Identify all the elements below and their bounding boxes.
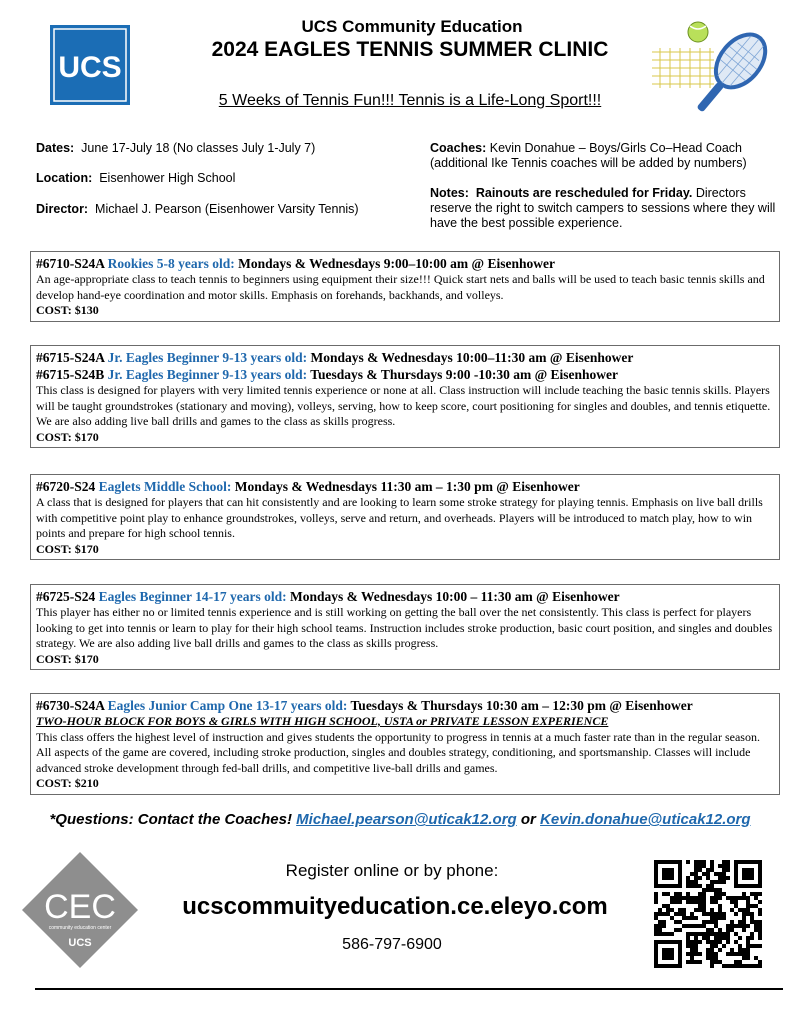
session-description: An age-appropriate class to teach tennis to beginners using equipment their size!!! Quick start nets and balls will be used to teach basic tennis skills and develop hand-eye coordination and motor skills. Emphasis on forehands, backhands, and volleys. [36, 272, 765, 302]
session-name: Rookies 5-8 years old: [107, 256, 235, 271]
session-box-6720 [30, 474, 780, 560]
svg-text:UCS: UCS [58, 51, 122, 84]
session-header [36, 349, 774, 366]
session-header [36, 478, 774, 495]
session-box-6725 [30, 584, 780, 670]
session-schedule: Mondays & Wednesdays 10:00–11:30 am @ Eisenhower [310, 350, 634, 365]
session-box-6710 [30, 251, 780, 322]
session-code: #6730-S24A [36, 698, 105, 713]
session-description: This class offers the highest level of instruction and gives students the opportunity to progress in tennis at a much faster rate than in the regular season. All aspects of the game are covered, including stroke production, singles and doubles strategy, conditioning, and sportsmanship. Classes will include advanced stroke development through fed-ball drills, and competitive live-ball drills and games. [36, 729, 760, 775]
session-description: This player has either no or limited tennis experience and is still working on getting the ball over the net consistently. This class is perfect for players looking to get into tennis or learn to play for their high school teams. Instruction includes stroke production, basic court position, and singles and doubles strategy. We are also adding live ball drills and games to the class as skills progress. [36, 605, 773, 650]
org-name: UCS Community Education [301, 17, 523, 36]
session-cost: COST: $170 [36, 429, 99, 444]
session-header [36, 588, 774, 605]
session-schedule: Mondays & Wednesdays 11:30 am – 1:30 pm @ Eisenhower [234, 479, 580, 494]
dates-info [36, 141, 315, 156]
contact-line [0, 811, 800, 828]
session-schedule: Tuesdays & Thursdays 10:30 am – 12:30 pm @ Eisenhower [350, 698, 693, 713]
coaches-extra: (additional Ike Tennis coaches will be added by numbers) [430, 156, 747, 170]
session-name: Jr. Eagles Beginner 9-13 years old: [107, 350, 308, 365]
qr-code[interactable] [654, 860, 762, 968]
tagline: 5 Weeks of Tennis Fun!!! Tennis is a Life-Long Sport!!! [218, 92, 602, 109]
coaches-label: Coaches: [430, 141, 487, 155]
svg-text:CEC: CEC [44, 888, 116, 926]
session-code: #6720-S24 [36, 479, 96, 494]
dates-label: Dates: [36, 141, 75, 155]
session-code: #6715-S24A [36, 350, 105, 365]
notes-rest: Directors reserve the right to switch campers to sessions where they will have the best possible experience. [430, 186, 776, 230]
session-box-6715 [30, 345, 780, 448]
session-schedule: Mondays & Wednesdays 10:00 – 11:30 am @ Eisenhower [290, 589, 620, 604]
phone-number: 586-797-6900 [342, 936, 442, 953]
session-header [36, 255, 774, 272]
email-link-donahue[interactable]: Kevin.donahue@uticak12.org [540, 811, 751, 828]
notes-label: Notes: [430, 186, 469, 200]
session-cost: COST: $210 [36, 776, 99, 790]
svg-text:UCS: UCS [68, 937, 92, 949]
session-cost: COST: $170 [36, 651, 99, 666]
session-description: This class is designed for players with very limited tennis experience or none at all. Class instruction will include teaching the basic tennis skills. Players will be taught groundstrokes (stationary and moving), volleys, serving, how to keep score, court positioning for singles and doubles, and tennis etiquette. We are also adding live ball drills and games to the class as skills progress. [36, 383, 771, 428]
location-value: Eisenhower High School [99, 171, 236, 185]
contact-joiner: or [520, 811, 536, 828]
email-link-pearson[interactable]: Michael.pearson@uticak12.org [296, 811, 517, 828]
svg-text:community education center: community education center [48, 925, 112, 931]
register-url[interactable]: ucscommuityeducation.ce.eleyo.com [182, 893, 608, 920]
dates-value: June 17-July 18 (No classes July 1-July 7) [81, 141, 316, 155]
coaches-value: Kevin Donahue – Boys/Girls Co–Head Coach [489, 141, 742, 155]
bottom-divider [35, 988, 783, 990]
ucs-logo [50, 25, 130, 105]
session-name: Eagles Beginner 14-17 years old: [98, 589, 287, 604]
session-cost: COST: $170 [36, 541, 99, 556]
session-schedule: Tuesdays & Thursdays 9:00 -10:30 am @ Eisenhower [310, 367, 619, 382]
session-subtitle: TWO-HOUR BLOCK FOR BOYS & GIRLS WITH HIGH SCHOOL, USTA or PRIVATE LESSON EXPERIENCE [36, 714, 609, 728]
cec-logo [22, 852, 138, 968]
director-value: Michael J. Pearson (Eisenhower Varsity Tennis) [95, 202, 359, 216]
session-code: #6715-S24B [36, 367, 105, 382]
session-cost: COST: $130 [36, 303, 99, 317]
contact-lead: *Questions: Contact the Coaches! [49, 811, 292, 828]
session-code: #6710-S24A [36, 256, 105, 271]
location-label: Location: [36, 171, 93, 185]
notes-info [430, 186, 785, 231]
session-box-6730 [30, 693, 780, 795]
director-label: Director: [36, 202, 89, 216]
coaches-info [430, 141, 785, 171]
session-description: A class that is designed for players that can hit consistently and are looking to learn some stroke strategy for playing tennis. Emphasis on live ball drills with competitive point play to enhance groundstrokes, volleys, serve and return, and overheads. Players will be introduced to match play, how to win points and prepare for high school tennis. [36, 495, 763, 540]
director-info [36, 202, 359, 217]
session-schedule: Mondays & Wednesdays 9:00–10:00 am @ Eisenhower [238, 256, 555, 271]
page-title: 2024 EAGLES TENNIS SUMMER CLINIC [211, 38, 609, 61]
session-name: Eaglets Middle School: [98, 479, 232, 494]
session-name: Eagles Junior Camp One 13-17 years old: [107, 698, 348, 713]
location-info [36, 171, 235, 186]
session-name: Jr. Eagles Beginner 9-13 years old: [107, 367, 308, 382]
session-code: #6725-S24 [36, 589, 96, 604]
session-header [36, 697, 774, 714]
notes-bold: Rainouts are rescheduled for Friday. [475, 186, 693, 200]
register-label: Register online or by phone: [285, 861, 499, 880]
session-header [36, 366, 774, 383]
